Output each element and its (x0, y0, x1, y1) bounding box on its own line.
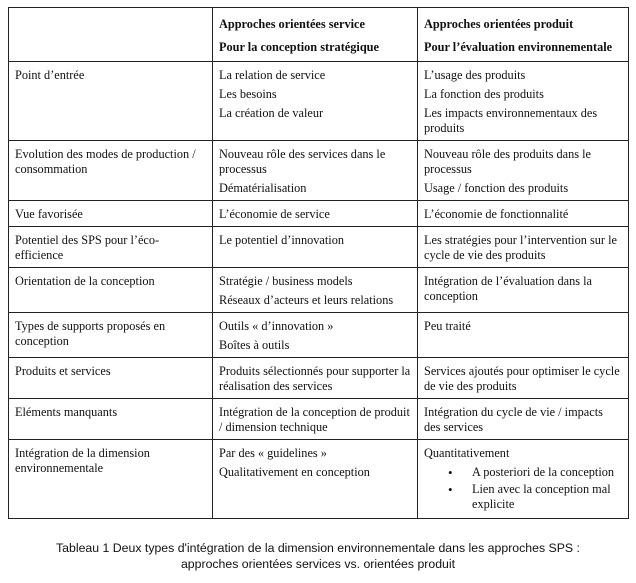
header-title: Approches orientées produit (424, 17, 574, 31)
table-row (9, 399, 629, 440)
cell-text: Par des « guidelines » (219, 446, 327, 460)
service-cell (213, 62, 418, 141)
header-title: Approches orientées service (219, 17, 365, 31)
row-label: Orientation de la conception (9, 268, 213, 313)
service-cell (213, 268, 418, 313)
cell-text: Les impacts environnementaux des produits (424, 106, 598, 135)
cell-text: Services ajoutés pour optimiser le cycle de vie des produits (424, 364, 620, 393)
row-label: Types de supports proposés en conception (9, 313, 213, 358)
row-label: Vue favorisée (9, 201, 213, 227)
table-caption (0, 540, 636, 572)
table-row (9, 313, 629, 358)
cell-text: Intégration de la conception de produit / dimension technique (219, 405, 410, 434)
row-label: Produits et services (9, 358, 213, 399)
service-cell (213, 399, 418, 440)
cell-text: Dématérialisation (219, 181, 307, 195)
cell-text: La création de valeur (219, 106, 324, 120)
cell-text: Nouveau rôle des produits dans le processus (424, 147, 591, 176)
table-row (9, 141, 629, 201)
table-row (9, 268, 629, 313)
cell-text: Nouveau rôle des services dans le processus (219, 147, 386, 176)
header-product-approaches (418, 8, 629, 62)
bullet-item: • Lien avec la conception mal explicite (472, 482, 622, 512)
caption-line: approches orientées services vs. orientées produit (180, 557, 456, 571)
table-row (9, 440, 629, 519)
header-subtitle: Pour la conception stratégique (219, 40, 379, 54)
row-label: Potentiel des SPS pour l’éco-efficience (9, 227, 213, 268)
product-cell (418, 62, 629, 141)
row-label: Point d’entrée (9, 62, 213, 141)
product-cell (418, 227, 629, 268)
table-row (9, 62, 629, 141)
cell-text: Le potentiel d’innovation (219, 233, 344, 247)
cell-text: Intégration de l’évaluation dans la conception (424, 274, 592, 303)
row-label: Evolution des modes de production / consommation (9, 141, 213, 201)
table-row (9, 358, 629, 399)
header-empty-cell (9, 8, 213, 62)
service-cell (213, 227, 418, 268)
product-cell (418, 313, 629, 358)
cell-text: Boîtes à outils (219, 338, 290, 352)
row-label: Eléments manquants (9, 399, 213, 440)
cell-text: La fonction des produits (424, 87, 544, 101)
cell-text: Qualitativement en conception (219, 465, 370, 479)
cell-text: Intégration du cycle de vie / impacts des services (424, 405, 603, 434)
cell-text: Usage / fonction des produits (424, 181, 569, 195)
cell-text: Peu traité (424, 319, 471, 333)
table-row (9, 201, 629, 227)
service-cell (213, 201, 418, 227)
header-subtitle: Pour l’évaluation environnementale (424, 40, 613, 54)
table-header-row (9, 8, 629, 62)
service-cell (213, 440, 418, 519)
cell-text: L’usage des produits (424, 68, 526, 82)
cell-text: Réseaux d’acteurs et leurs relations (219, 293, 394, 307)
cell-text: Les besoins (219, 87, 277, 101)
service-cell (213, 141, 418, 201)
caption-line: Tableau 1 Deux types d'intégration de la dimension environnementale dans les approches SPS : (56, 541, 580, 555)
product-cell (418, 440, 629, 519)
product-cell (418, 268, 629, 313)
product-cell (418, 141, 629, 201)
product-cell (418, 399, 629, 440)
product-cell (418, 358, 629, 399)
cell-text: La relation de service (219, 68, 326, 82)
row-label: Intégration de la dimension environnementale (9, 440, 213, 519)
bullet-list (424, 465, 622, 512)
cell-text: Quantitativement (424, 446, 510, 460)
cell-text: Stratégie / business models (219, 274, 353, 288)
comparison-table (8, 7, 629, 519)
header-service-approaches (213, 8, 418, 62)
service-cell (213, 358, 418, 399)
cell-text: L’économie de fonctionnalité (424, 207, 569, 221)
cell-text: L’économie de service (219, 207, 330, 221)
cell-text: Outils « d’innovation » (219, 319, 334, 333)
bullet-item: • A posteriori de la conception (472, 465, 622, 480)
product-cell (418, 201, 629, 227)
service-cell (213, 313, 418, 358)
cell-text: Les stratégies pour l’intervention sur le cycle de vie des produits (424, 233, 617, 262)
cell-text: Produits sélectionnés pour supporter la réalisation des services (219, 364, 411, 393)
table-row (9, 227, 629, 268)
